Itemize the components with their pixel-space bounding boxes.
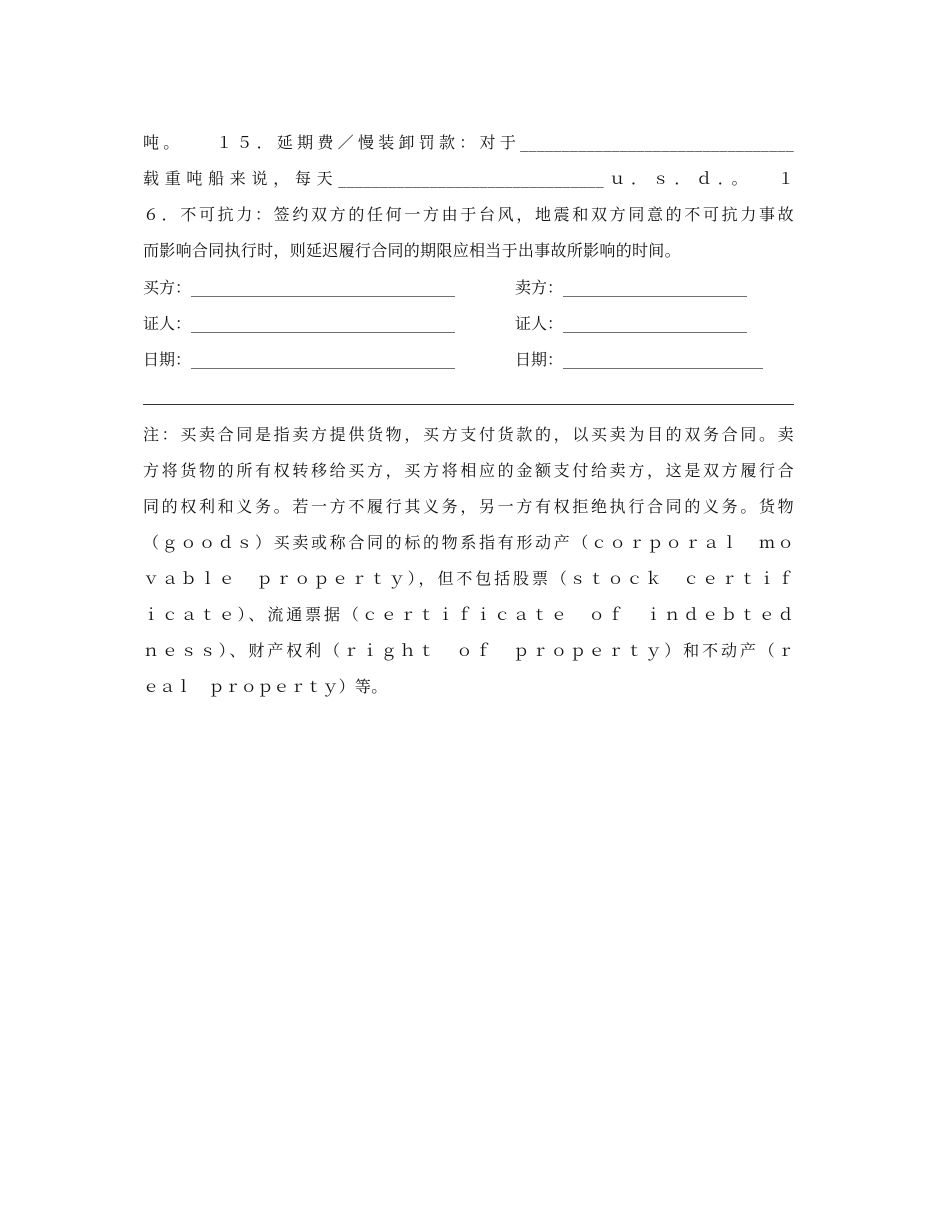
- clause-line: 而影响合同执行时，则延迟履行合同的期限应相当于出事故所影响的时间。: [143, 241, 681, 260]
- clause-line: ６．不可抗力：签约双方的任何一方由于台风，地震和双方同意的不可抗力事故: [143, 205, 794, 224]
- note-line: 方将货物的所有权转移给买方，买方将相应的金额支付给卖方，这是双方履行合: [143, 461, 794, 480]
- buyer-signature-field: 买方：_________________________________: [143, 278, 456, 297]
- signature-row-date: [143, 342, 794, 378]
- signature-row-witness: [143, 306, 794, 342]
- seller-signature-field: 卖方：_______________________: [515, 278, 748, 297]
- seller-witness-field: 证人：_______________________: [515, 314, 748, 333]
- clause-line: 载重吨船来说，每天________________________________ｕ．ｓ．ｄ．。 １: [143, 169, 794, 188]
- section-divider: [143, 404, 794, 405]
- signature-row-party: [143, 270, 794, 306]
- seller-date-field: 日期：_________________________: [515, 350, 764, 369]
- note-line: ｖａｂｌｅ ｐｒｏｐｅｒｔｙ），但不包括股票（ｓｔｏｃｋ ｃｅｒｔｉｆ: [143, 569, 794, 588]
- note-line: 注：买卖合同是指卖方提供货物，买方支付货款的，以买卖为目的双务合同。卖: [143, 425, 794, 444]
- note-line: ｉｃａｔｅ）、流通票据（ｃｅｒｔｉｆｉｃａｔｅ ｏｆ ｉｎｄｅｂｔｅｄ: [143, 605, 794, 624]
- note-line: 同的权利和义务。若一方不履行其义务，另一方有权拒绝执行合同的义务。货物: [143, 497, 794, 516]
- note-line: ｅａｌ ｐｒｏｐｅｒｔｙ）等。: [143, 677, 388, 696]
- note-line: （ｇｏｏｄｓ）买卖或称合同的标的物系指有形动产（ｃｏｒｐｏｒａｌ ｍｏ: [143, 533, 794, 552]
- note-line: ｎｅｓｓ）、财产权利（ｒｉｇｈｔ ｏｆ ｐｒｏｐｅｒｔｙ）和不动产（ｒ: [143, 641, 794, 660]
- contract-clauses: [143, 125, 794, 269]
- buyer-date-field: 日期：_________________________________: [143, 350, 456, 369]
- clause-line: 吨。 １５．延期费／慢装卸罚款：对于_________________________________: [143, 133, 794, 152]
- buyer-witness-field: 证人：_________________________________: [143, 314, 456, 333]
- contract-note: [143, 417, 794, 705]
